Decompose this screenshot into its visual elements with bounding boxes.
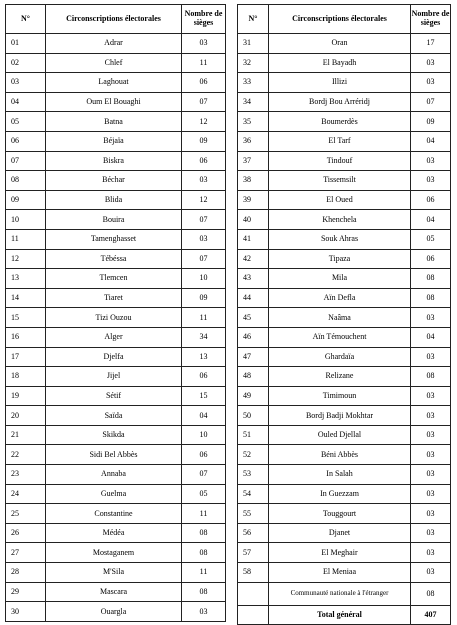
seat-count: 03 xyxy=(411,406,451,426)
table-row xyxy=(238,53,451,73)
row-number: 11 xyxy=(6,229,46,249)
abroad-label: Communauté nationale à l'étranger xyxy=(269,582,411,605)
seat-count: 04 xyxy=(411,210,451,230)
table-row xyxy=(238,504,451,524)
row-number: 54 xyxy=(238,484,269,504)
row-number: 26 xyxy=(6,523,46,543)
total-label: Total général xyxy=(269,605,411,625)
table-row xyxy=(238,288,451,308)
constituency-name: Constantine xyxy=(46,504,182,524)
row-number: 37 xyxy=(238,151,269,171)
header-seats: Nombre de sièges xyxy=(411,5,451,34)
table-row xyxy=(6,249,226,269)
constituency-name: Illizi xyxy=(269,73,411,93)
constituency-name: El Tarf xyxy=(269,131,411,151)
table-header-row xyxy=(238,5,451,34)
constituency-name: Skikda xyxy=(46,425,182,445)
seat-count: 06 xyxy=(182,73,226,93)
row-number: 51 xyxy=(238,425,269,445)
row-number: 31 xyxy=(238,34,269,54)
table-row xyxy=(6,210,226,230)
table-row xyxy=(6,484,226,504)
constituency-name: Batna xyxy=(46,112,182,132)
constituency-name: Tiaret xyxy=(46,288,182,308)
seat-count: 05 xyxy=(411,229,451,249)
constituency-name: Saïda xyxy=(46,406,182,426)
row-number: 13 xyxy=(6,269,46,289)
row-number: 39 xyxy=(238,190,269,210)
row-number: 40 xyxy=(238,210,269,230)
row-number: 21 xyxy=(6,425,46,445)
table-row xyxy=(238,543,451,563)
table-row xyxy=(6,406,226,426)
seat-count: 03 xyxy=(411,425,451,445)
constituency-name: Ouargla xyxy=(46,602,182,622)
row-number: 41 xyxy=(238,229,269,249)
constituency-name: Boumerdès xyxy=(269,112,411,132)
row-number: 12 xyxy=(6,249,46,269)
table-row xyxy=(6,327,226,347)
seat-count: 10 xyxy=(182,425,226,445)
seat-count: 03 xyxy=(411,386,451,406)
row-number: 08 xyxy=(6,171,46,191)
table-row xyxy=(238,131,451,151)
seat-count: 03 xyxy=(182,34,226,54)
table-row xyxy=(238,269,451,289)
seat-count: 08 xyxy=(411,288,451,308)
seat-count: 13 xyxy=(182,347,226,367)
seat-count: 03 xyxy=(182,602,226,622)
table-row xyxy=(6,602,226,622)
table-row xyxy=(6,53,226,73)
seat-count: 12 xyxy=(182,112,226,132)
row-number: 05 xyxy=(6,112,46,132)
table-row xyxy=(6,229,226,249)
abroad-seat-count: 08 xyxy=(411,582,451,605)
seat-count: 04 xyxy=(182,406,226,426)
constituency-name: Béchar xyxy=(46,171,182,191)
row-number: 52 xyxy=(238,445,269,465)
constituency-name: Jijel xyxy=(46,367,182,387)
constituency-name: Mila xyxy=(269,269,411,289)
constituency-name: Djelfa xyxy=(46,347,182,367)
table-row xyxy=(6,151,226,171)
constituency-name: Mascara xyxy=(46,582,182,602)
table-row xyxy=(6,504,226,524)
constituency-name: Bordj Badji Mokhtar xyxy=(269,406,411,426)
row-number: 07 xyxy=(6,151,46,171)
table-row xyxy=(238,308,451,328)
seat-count: 04 xyxy=(411,131,451,151)
seat-count: 07 xyxy=(182,249,226,269)
table-row xyxy=(238,367,451,387)
seat-count: 06 xyxy=(182,367,226,387)
row-number: 02 xyxy=(6,53,46,73)
constituency-name: Timimoun xyxy=(269,386,411,406)
table-row xyxy=(6,367,226,387)
row-number: 47 xyxy=(238,347,269,367)
row-number: 30 xyxy=(6,602,46,622)
seat-count: 08 xyxy=(182,582,226,602)
table-row xyxy=(238,386,451,406)
row-number: 03 xyxy=(6,73,46,93)
row-number: 57 xyxy=(238,543,269,563)
seats-table-left xyxy=(5,4,226,622)
seat-count: 03 xyxy=(411,504,451,524)
table-row xyxy=(238,425,451,445)
seat-count: 11 xyxy=(182,504,226,524)
table-row xyxy=(238,347,451,367)
table-row xyxy=(6,308,226,328)
seat-count: 03 xyxy=(411,73,451,93)
seat-count: 07 xyxy=(182,210,226,230)
table-row xyxy=(238,92,451,112)
header-number: N° xyxy=(6,5,46,34)
table-row xyxy=(6,347,226,367)
constituency-name: Annaba xyxy=(46,465,182,485)
seat-count: 34 xyxy=(182,327,226,347)
seat-count: 11 xyxy=(182,308,226,328)
seat-count: 09 xyxy=(182,288,226,308)
table-row xyxy=(6,112,226,132)
row-number: 06 xyxy=(6,131,46,151)
table-row xyxy=(6,131,226,151)
row-number: 14 xyxy=(6,288,46,308)
row-number: 24 xyxy=(6,484,46,504)
table-row xyxy=(238,563,451,583)
seat-count: 06 xyxy=(182,151,226,171)
row-number: 36 xyxy=(238,131,269,151)
constituency-name: Ghardaïa xyxy=(269,347,411,367)
table-row xyxy=(6,563,226,583)
row-number: 28 xyxy=(6,563,46,583)
constituency-name: Mostaganem xyxy=(46,543,182,563)
row-number: 43 xyxy=(238,269,269,289)
table-row xyxy=(238,484,451,504)
constituency-name: Bouira xyxy=(46,210,182,230)
seat-count: 03 xyxy=(411,53,451,73)
row-number: 53 xyxy=(238,465,269,485)
row-number: 34 xyxy=(238,92,269,112)
row-number: 49 xyxy=(238,386,269,406)
row-number: 23 xyxy=(6,465,46,485)
constituency-name: Oran xyxy=(269,34,411,54)
seat-count: 03 xyxy=(411,151,451,171)
row-number: 33 xyxy=(238,73,269,93)
table-row xyxy=(238,73,451,93)
seat-count: 03 xyxy=(411,465,451,485)
table-row xyxy=(6,582,226,602)
seat-count: 07 xyxy=(182,92,226,112)
constituency-name: Adrar xyxy=(46,34,182,54)
seat-count: 11 xyxy=(182,53,226,73)
constituency-name: In Salah xyxy=(269,465,411,485)
constituency-name: Oum El Bouaghi xyxy=(46,92,182,112)
row-number-empty xyxy=(238,582,269,605)
table-row xyxy=(6,190,226,210)
abroad-row xyxy=(238,582,451,605)
header-constituencies: Circonscriptions électorales xyxy=(46,5,182,34)
row-number: 56 xyxy=(238,523,269,543)
row-number: 55 xyxy=(238,504,269,524)
seat-count: 03 xyxy=(411,563,451,583)
constituency-name: Blida xyxy=(46,190,182,210)
row-number: 01 xyxy=(6,34,46,54)
constituency-name: Alger xyxy=(46,327,182,347)
constituency-name: Tissemsilt xyxy=(269,171,411,191)
constituency-name: El Bayadh xyxy=(269,53,411,73)
constituency-name: Khenchela xyxy=(269,210,411,230)
table-row xyxy=(238,523,451,543)
seat-count: 03 xyxy=(411,171,451,191)
row-number: 46 xyxy=(238,327,269,347)
seat-count: 03 xyxy=(411,445,451,465)
table-row xyxy=(6,386,226,406)
constituency-name: Touggourt xyxy=(269,504,411,524)
constituency-name: Biskra xyxy=(46,151,182,171)
constituency-name: Chlef xyxy=(46,53,182,73)
table-header-row xyxy=(6,5,226,34)
row-number: 20 xyxy=(6,406,46,426)
row-number: 10 xyxy=(6,210,46,230)
seat-count: 06 xyxy=(182,445,226,465)
row-number: 25 xyxy=(6,504,46,524)
constituency-name: Naâma xyxy=(269,308,411,328)
row-number: 04 xyxy=(6,92,46,112)
seat-count: 07 xyxy=(411,92,451,112)
table-row xyxy=(238,112,451,132)
row-number: 44 xyxy=(238,288,269,308)
row-number: 42 xyxy=(238,249,269,269)
row-number: 48 xyxy=(238,367,269,387)
constituency-name: Aïn Defla xyxy=(269,288,411,308)
constituency-name: Béni Abbès xyxy=(269,445,411,465)
seat-count: 09 xyxy=(411,112,451,132)
constituency-name: Laghouat xyxy=(46,73,182,93)
constituency-name: Tizi Ouzou xyxy=(46,308,182,328)
table-row xyxy=(238,327,451,347)
constituency-name: Tamenghasset xyxy=(46,229,182,249)
constituency-name: Bordj Bou Arréridj xyxy=(269,92,411,112)
seats-table-right xyxy=(237,4,451,625)
seat-count: 08 xyxy=(182,523,226,543)
constituency-name: Souk Ahras xyxy=(269,229,411,249)
header-number: N° xyxy=(238,5,269,34)
row-number: 35 xyxy=(238,112,269,132)
constituency-name: Ouled Djellal xyxy=(269,425,411,445)
table-row xyxy=(6,425,226,445)
seat-count: 07 xyxy=(182,465,226,485)
row-number: 15 xyxy=(6,308,46,328)
seat-count: 06 xyxy=(411,249,451,269)
table-row xyxy=(238,190,451,210)
row-number: 32 xyxy=(238,53,269,73)
seat-count: 08 xyxy=(182,543,226,563)
table-row xyxy=(238,151,451,171)
table-row xyxy=(6,465,226,485)
constituency-name: Tlemcen xyxy=(46,269,182,289)
seat-count: 09 xyxy=(182,131,226,151)
constituency-name: Aïn Témouchent xyxy=(269,327,411,347)
constituency-name: El Meghair xyxy=(269,543,411,563)
seat-count: 03 xyxy=(411,347,451,367)
row-number: 19 xyxy=(6,386,46,406)
constituency-name: Sidi Bel Abbès xyxy=(46,445,182,465)
seat-count: 10 xyxy=(182,269,226,289)
seat-count: 03 xyxy=(411,484,451,504)
table-row xyxy=(238,171,451,191)
table-row xyxy=(238,465,451,485)
constituency-name: M'Sila xyxy=(46,563,182,583)
constituency-name: El Oued xyxy=(269,190,411,210)
seat-count: 03 xyxy=(182,171,226,191)
header-constituencies: Circonscriptions électorales xyxy=(269,5,411,34)
table-row xyxy=(6,288,226,308)
table-row xyxy=(238,210,451,230)
seat-count: 03 xyxy=(182,229,226,249)
row-number: 27 xyxy=(6,543,46,563)
seat-count: 12 xyxy=(182,190,226,210)
row-number: 09 xyxy=(6,190,46,210)
constituency-name: Guelma xyxy=(46,484,182,504)
total-seat-count: 407 xyxy=(411,605,451,625)
row-number: 17 xyxy=(6,347,46,367)
table-row xyxy=(238,445,451,465)
constituency-name: El Meniaa xyxy=(269,563,411,583)
seat-count: 05 xyxy=(182,484,226,504)
row-number: 38 xyxy=(238,171,269,191)
table-row xyxy=(6,92,226,112)
seat-count: 03 xyxy=(411,523,451,543)
constituency-name: In Guezzam xyxy=(269,484,411,504)
seat-count: 08 xyxy=(411,269,451,289)
row-number: 29 xyxy=(6,582,46,602)
table-row xyxy=(6,445,226,465)
constituency-name: Sétif xyxy=(46,386,182,406)
table-row xyxy=(6,269,226,289)
seat-count: 08 xyxy=(411,367,451,387)
row-number: 45 xyxy=(238,308,269,328)
row-number: 58 xyxy=(238,563,269,583)
seat-count: 06 xyxy=(411,190,451,210)
table-row xyxy=(238,34,451,54)
seat-count: 03 xyxy=(411,308,451,328)
row-number: 18 xyxy=(6,367,46,387)
constituency-name: Béjaïa xyxy=(46,131,182,151)
constituency-name: Relizane xyxy=(269,367,411,387)
row-number: 16 xyxy=(6,327,46,347)
constituency-name: Tindouf xyxy=(269,151,411,171)
seat-count: 15 xyxy=(182,386,226,406)
constituency-name: Tipaza xyxy=(269,249,411,269)
seat-count: 03 xyxy=(411,543,451,563)
table-row xyxy=(238,229,451,249)
row-number: 22 xyxy=(6,445,46,465)
constituency-name: Djanet xyxy=(269,523,411,543)
table-row xyxy=(6,171,226,191)
seat-count: 11 xyxy=(182,563,226,583)
constituency-name: Médéa xyxy=(46,523,182,543)
row-number: 50 xyxy=(238,406,269,426)
table-row xyxy=(6,523,226,543)
table-row xyxy=(238,249,451,269)
header-seats: Nombre de sièges xyxy=(182,5,226,34)
table-row xyxy=(6,34,226,54)
table-row xyxy=(6,73,226,93)
table-row xyxy=(238,406,451,426)
seat-count: 17 xyxy=(411,34,451,54)
table-row xyxy=(6,543,226,563)
seat-count: 04 xyxy=(411,327,451,347)
constituency-name: Tébéssa xyxy=(46,249,182,269)
